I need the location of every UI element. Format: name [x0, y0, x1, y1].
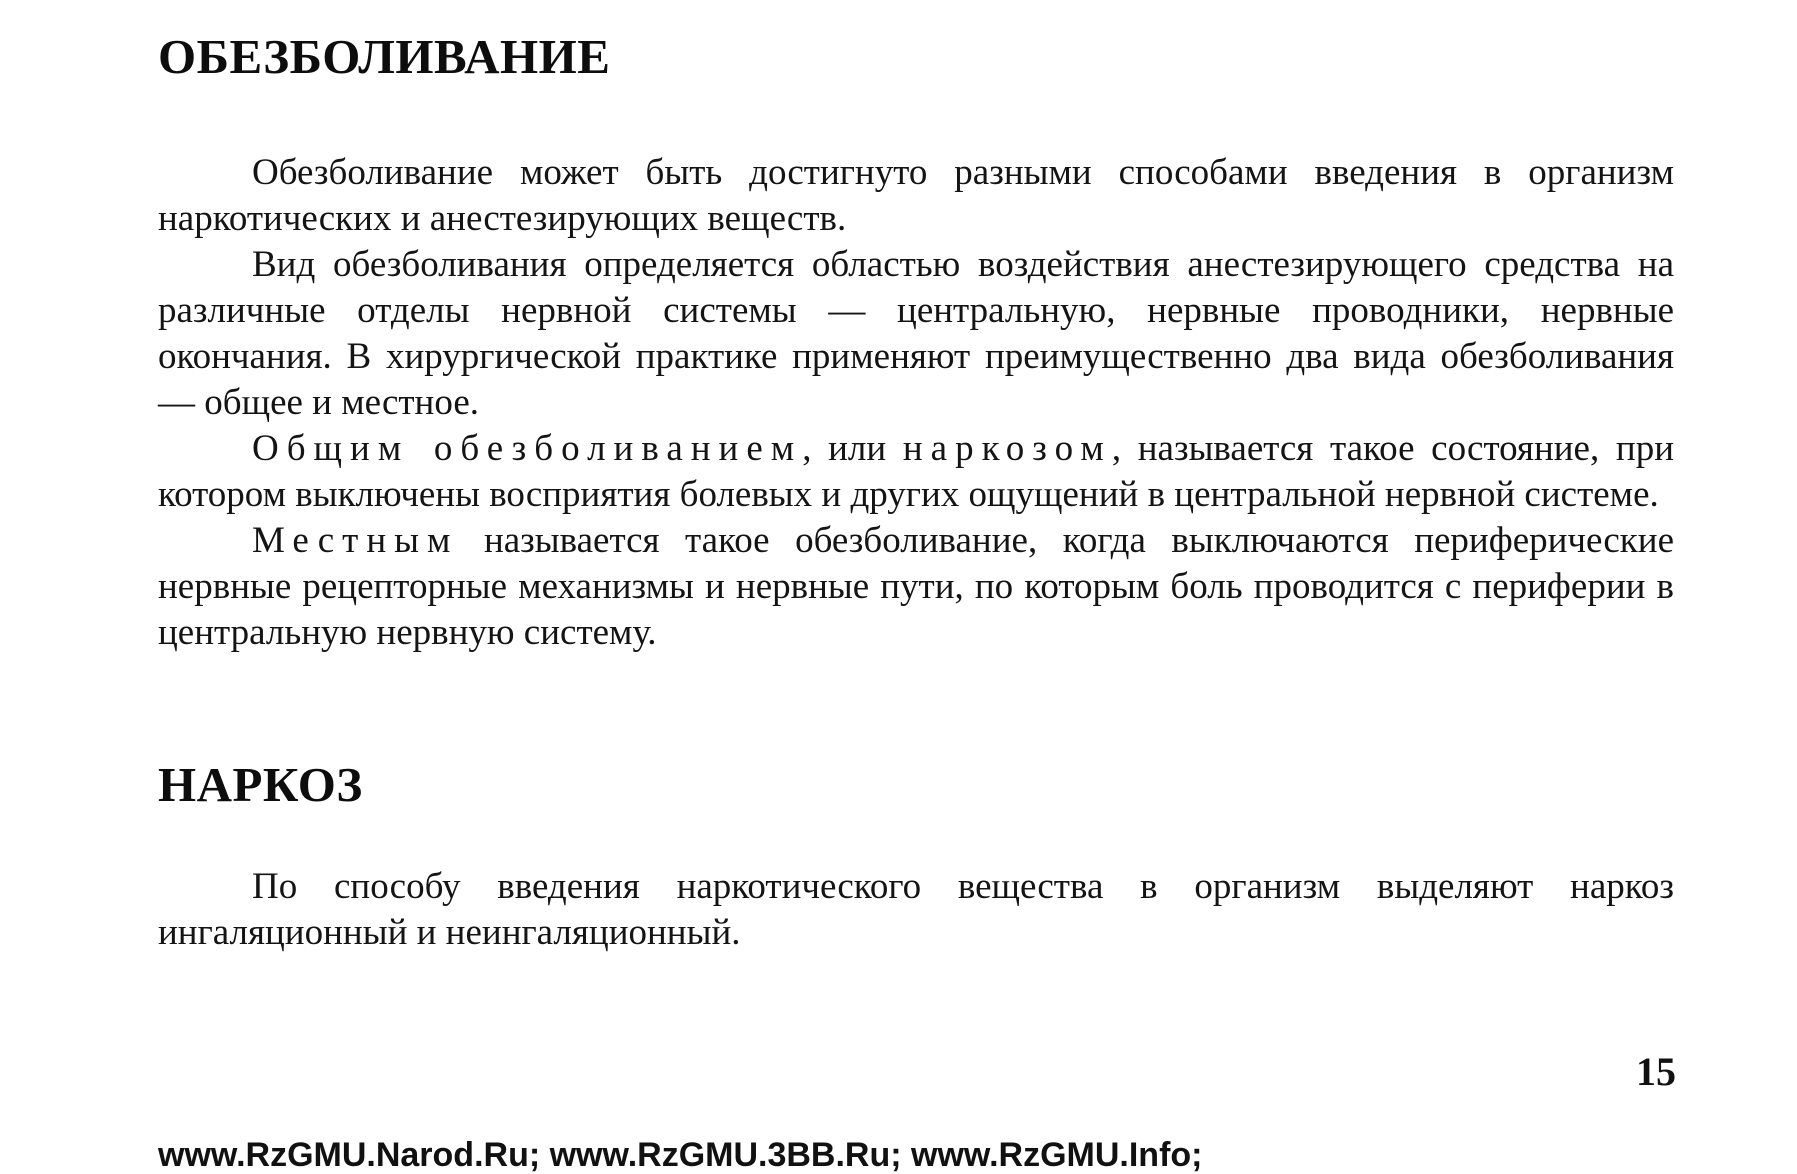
section-title-narcosis: НАРКОЗ: [158, 757, 363, 812]
definition-general-anesthesia: , называется такое состояние, при котором выключены восприятия болевых и других ощущений в центральной нервной системе.: [158, 428, 1674, 515]
term-general-anesthesia: Общим обезболиванием: [252, 428, 803, 469]
paragraph-local-anesthesia: [158, 518, 1674, 656]
term-narcosis: наркозом: [902, 428, 1112, 469]
paragraph-narcosis-classification: По способу введения наркотического вещества в организм выделяют наркоз ингаляционный и неингаляционный.: [158, 866, 1674, 953]
footer-watermark: www.RzGMU.Narod.Ru; www.RzGMU.3BB.Ru; www.RzGMU.Info;: [158, 1136, 1203, 1174]
section-title-anesthesia: ОБЕЗБОЛИВАНИЕ: [158, 29, 611, 84]
paragraph-types: Вид обезболивания определяется областью воздействия анестезирующего средства на различные отделы нервной системы — центральную, нервные проводники, нервные окончания. В хирургической практике применяют преимущественно два вида обезболивания — общее и местное.: [158, 244, 1674, 423]
page-number: 15: [1636, 1049, 1676, 1094]
term-local-anesthesia: Местным: [252, 520, 459, 561]
term-separator: , или: [802, 428, 903, 469]
section-body-narcosis: [158, 864, 1674, 956]
section-body-anesthesia: [158, 150, 1674, 656]
paragraph-general-anesthesia: [158, 426, 1674, 518]
paragraph-intro: Обезболивание может быть достигнуто разными способами введения в организм наркотических и анестезирующих веществ.: [158, 152, 1674, 239]
definition-local-anesthesia: называется такое обезболивание, когда выключаются периферические нервные рецепторные механизмы и нервные пути, по которым боль проводится с периферии в центральную нервную систему.: [158, 520, 1674, 653]
